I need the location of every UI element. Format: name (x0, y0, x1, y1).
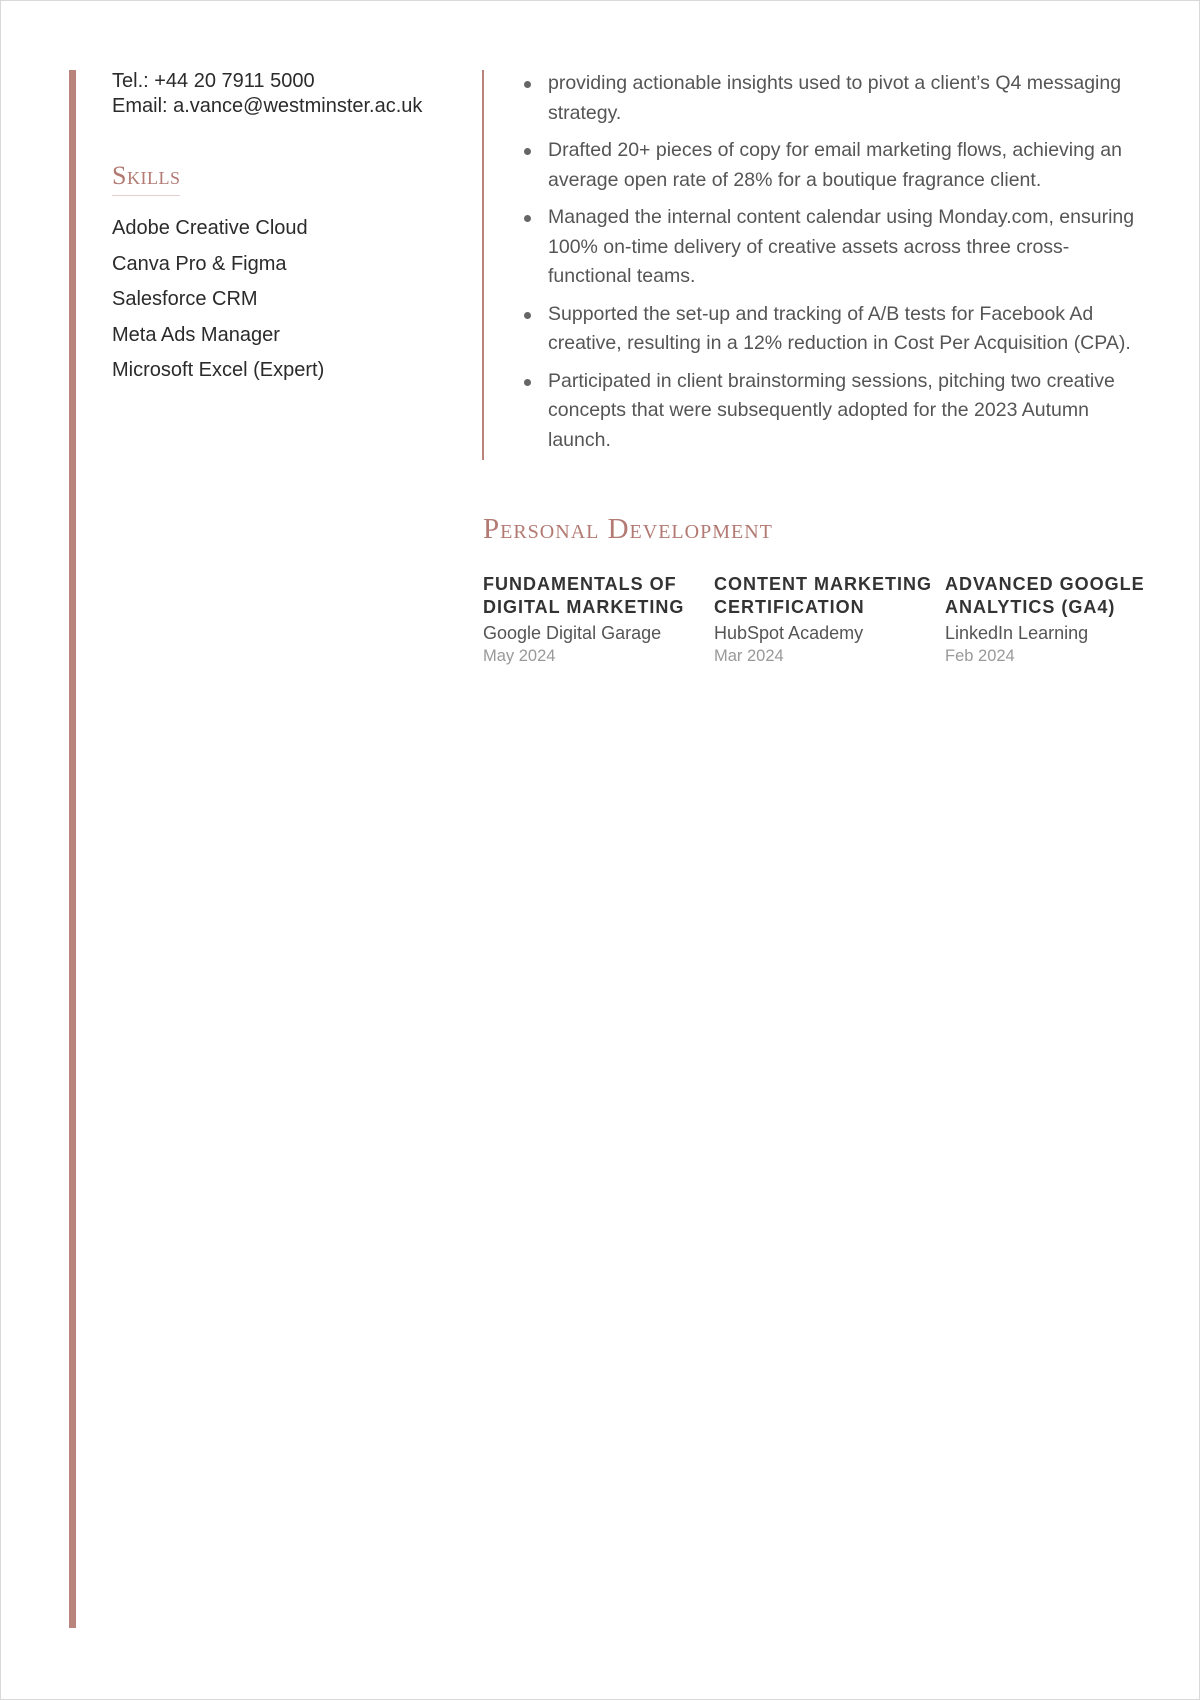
experience-accent-rule (482, 70, 484, 460)
personal-development-heading: Personal Development (483, 513, 773, 545)
skill-item: Salesforce CRM (112, 288, 258, 310)
course-item (945, 573, 1176, 667)
left-accent-rule (69, 70, 76, 1628)
skill-item: Adobe Creative Cloud (112, 217, 308, 239)
experience-bullet-list (524, 69, 1139, 463)
experience-bullet: Participated in client brainstorming sessions, pitching two creative concepts that were subsequently adopted for the 2023 Autumn launch. (524, 367, 1139, 456)
course-date: Feb 2024 (945, 647, 1015, 665)
skill-item: Microsoft Excel (Expert) (112, 359, 325, 381)
contact-email: Email: a.vance@westminster.ac.uk (112, 95, 423, 117)
sidebar (112, 69, 452, 394)
experience-bullet: providing actionable insights used to pivot a client’s Q4 messaging strategy. (524, 69, 1139, 128)
experience-bullet: Supported the set-up and tracking of A/B tests for Facebook Ad creative, resulting in a 12% reduction in Cost Per Acquisition (CPA). (524, 300, 1139, 359)
course-provider: Google Digital Garage (483, 623, 662, 643)
contact-phone: Tel.: +44 20 7911 5000 (112, 70, 315, 92)
course-provider: HubSpot Academy (714, 623, 864, 643)
course-title: CONTENT MARKETING CERTIFICATION (714, 574, 932, 617)
course-title: FUNDAMENTALS OF DIGITAL MARKETING (483, 574, 685, 617)
course-item (714, 573, 945, 667)
course-date: Mar 2024 (714, 647, 784, 665)
skill-item: Meta Ads Manager (112, 323, 280, 346)
course-list (483, 573, 1183, 667)
experience-bullet: Drafted 20+ pieces of copy for email marketing flows, achieving an average open rate of 28% for a boutique fragrance client. (524, 136, 1139, 195)
skills-heading: Skills (112, 161, 180, 196)
skills-list (112, 216, 452, 382)
experience-bullet: Managed the internal content calendar using Monday.com, ensuring 100% on-time delivery of creative assets across three cross-functional teams. (524, 203, 1139, 292)
course-provider: LinkedIn Learning (945, 623, 1089, 643)
skill-item: Canva Pro & Figma (112, 252, 287, 275)
course-title: ADVANCED GOOGLE ANALYTICS (GA4) (945, 574, 1145, 617)
course-item (483, 573, 714, 667)
course-date: May 2024 (483, 647, 556, 665)
